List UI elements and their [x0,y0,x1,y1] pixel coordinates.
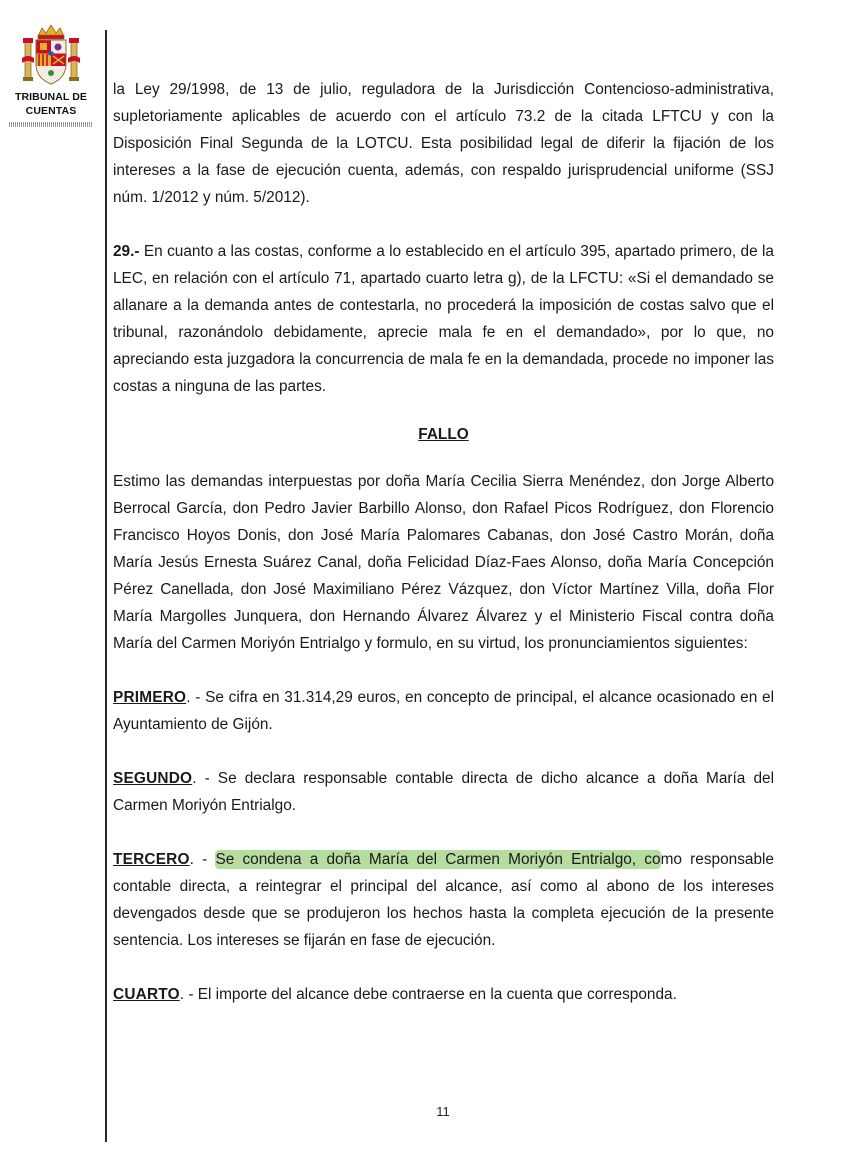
organization-name [8,90,94,118]
fallo-paragraph: Estimo las demandas interpuestas por doña María Cecilia Sierra Menéndez, don Jorge Alberto Berrocal García, don Pedro Javier Barbillo Alonso, don Rafael Picos Rodríguez, don Florencio Francisco Hoyos Donis, don José María Palomares Cabanas, don José Castro Morán, doña María Jesús Ernesta Suárez Canal, doña Felicidad Díaz-Faes Alonso, doña María Concepción Pérez Canellada, don José Maximiliano Pérez Vázquez, don Víctor Martínez Villa, doña Flor María Margolles Junquera, don Hernando Álvarez Álvarez y el Ministerio Fiscal contra doña María del Carmen Moriyón Entrialgo y formulo, en su virtud, los pronunciamientos siguientes: [113,473,774,652]
logo-divider [9,122,93,127]
paragraph-29 [113,238,774,400]
organization-name-line2: CUENTAS [25,105,77,117]
paragraph-number: 29.- [113,243,140,260]
cuarto-label: CUARTO [113,986,180,1003]
document-body [113,76,774,1008]
highlighted-text: Se condena a doña María del Carmen Moriyón Entrialgo, co [215,851,661,868]
intro-paragraph: la Ley 29/1998, de 13 de julio, reguladora de la Jurisdicción Contencioso-administrativa, supletoriamente aplicables de acuerdo con el artículo 73.2 de la citada LFTCU y con la Disposición Final Segunda de la LOTCU. Esta posibilidad legal de diferir la fijación de los intereses a la fase de ejecución cuenta, además, con respaldo jurisprudencial uniforme (SSJ núm. 1/2012 y núm. 5/2012). [113,81,774,206]
tercero-paragraph [113,846,774,954]
organization-name-line1: TRIBUNAL DE [14,91,88,103]
segundo-label: SEGUNDO [113,770,193,787]
page-number: 11 [436,1104,450,1119]
cuarto-paragraph [113,981,774,1008]
tercero-prefix: . - [189,851,216,868]
segundo-text: . - Se declara responsable contable directa de dicho alcance a doña María del Carmen Moriyón Entrialgo. [113,770,774,814]
tercero-text: mo responsable contable directa, a reintegrar el principal del alcance, así como al abono de los intereses devengados desde que se produjeron los hechos hasta la completa ejecución de la presente sentencia. Los intereses se fijarán en fase de ejecución. [113,851,774,949]
margin-rule [105,30,107,1142]
cuarto-text: . - El importe del alcance debe contraerse en la cuenta que corresponda. [179,986,677,1003]
tercero-label: TERCERO [113,851,190,868]
fallo-heading: FALLO [418,426,469,443]
primero-paragraph [113,684,774,738]
paragraph-29-text: En cuanto a las costas, conforme a lo establecido en el artículo 395, apartado primero, de la LEC, en relación con el artículo 71, apartado cuarto letra g), de la LFCTU: «Si el demandado se allanare a la demanda antes de contestarla, no procederá la imposición de costas salvo que el tribunal, razonándolo debidamente, aprecie mala fe en el demandado», por lo que, no apreciando esta juzgadora la concurrencia de mala fe en la demandada, procede no imponer las costas a ninguna de las partes. [113,243,774,395]
coat-of-arms-icon [21,22,81,88]
primero-label: PRIMERO [113,689,187,706]
primero-text: . - Se cifra en 31.314,29 euros, en concepto de principal, el alcance ocasionado en el Ayuntamiento de Gijón. [113,689,774,733]
header-logo [8,22,94,127]
segundo-paragraph [113,765,774,819]
